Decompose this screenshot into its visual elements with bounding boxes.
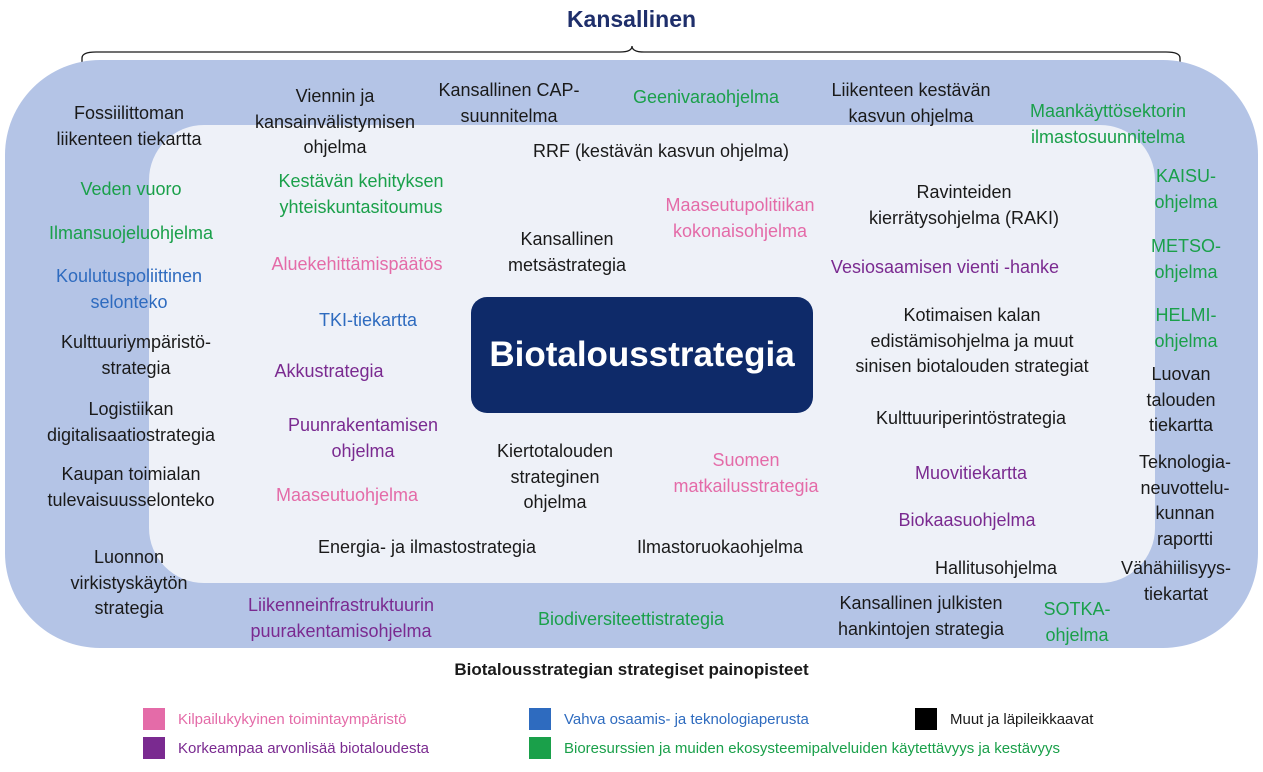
program-label: Vesiosaamisen vienti -hanke [830,257,1060,277]
program-label: Logistiikan digitalisaatiostrategia [46,399,216,445]
program-label: Vähähiilisyys- tiekartat [1120,558,1232,604]
program-label: Maankäyttösektorin ilmastosuunnitelma [1029,101,1187,147]
program-label: Ilmastoruokaohjelma [636,537,804,557]
center-label: Biotalousstrategia [489,335,795,374]
program-label: TKI-tiekartta [318,310,418,330]
legend-label: Muut ja läpileikkaavat [950,710,1094,728]
legend-title: Biotalousstrategian strategiset painopisteet [454,660,809,679]
program-label: Energia- ja ilmastostrategia [317,537,537,557]
legend-swatch [529,737,551,759]
program-label: Viennin ja kansainvälistymisen ohjelma [254,86,416,157]
program-label: RRF (kestävän kasvun ohjelma) [532,141,790,161]
program-label: Geenivaraohjelma [632,87,780,107]
program-label: Ilmansuojeluohjelma [48,223,214,243]
legend-item [143,708,406,730]
legend-swatch [143,708,165,730]
program-label: Kestävän kehityksen yhteiskuntasitoumus [278,171,444,217]
program-label: Muovitiekartta [914,463,1028,483]
legend-item [143,737,429,759]
title: Kansallinen [566,6,697,32]
legend-label: Korkeampaa arvonlisää biotaloudesta [178,739,429,757]
program-label: Liikenteen kestävän kasvun ohjelma [831,80,991,126]
program-label: Akkustrategia [274,361,384,381]
legend-item [529,708,809,730]
program-label: Kansallinen CAP- suunnitelma [438,80,580,126]
program-label: Kotimaisen kalan edistämisohjelma ja muut sinisen biotalouden strategiat [855,305,1089,376]
program-label: Hallitusohjelma [934,558,1058,578]
legend-label: Bioresurssien ja muiden ekosysteemipalveluiden käytettävyys ja kestävyys [564,739,1061,757]
program-label: KAISU- ohjelma [1154,166,1218,212]
legend-item [529,737,1060,759]
program-label: SOTKA- ohjelma [1043,599,1111,645]
center-box [471,297,813,413]
program-label: Kansallinen metsästrategia [507,229,627,275]
program-label: Teknologia- neuvottelu- kunnan raportti [1138,452,1232,549]
program-label: Biokaasuohjelma [898,510,1036,530]
legend-label: Vahva osaamis- ja teknologiaperusta [564,710,809,728]
program-label: HELMI- ohjelma [1154,305,1218,351]
program-label: Fossiilittoman liikenteen tiekartta [56,103,202,149]
program-label: Ravinteiden kierrätysohjelma (RAKI) [868,182,1060,228]
program-label: Puunrakentamisen ohjelma [287,415,439,461]
program-label: Suomen matkailusstrategia [673,450,819,496]
program-label: Koulutuspoliittinen selonteko [55,266,203,312]
program-label: Aluekehittämispäätös [271,254,443,274]
legend-swatch [529,708,551,730]
program-label: Kulttuuriperintöstrategia [875,408,1067,428]
program-label: Veden vuoro [80,179,182,199]
program-label: Luovan talouden tiekartta [1146,364,1216,435]
program-label: Kiertotalouden strateginen ohjelma [496,441,614,512]
legend-item [915,708,1093,730]
legend-swatch [143,737,165,759]
program-label: Kaupan toimialan tulevaisuusselonteko [47,464,215,510]
program-label: Maaseutupolitiikan kokonaisohjelma [665,195,815,241]
program-label: Maaseutuohjelma [275,485,419,505]
program-label: Liikenneinfrastruktuurin puurakentamisohjelma [247,595,435,641]
program-label: Kulttuuriympäristö- strategia [60,332,212,378]
legend-label: Kilpailukykyinen toimintaympäristö [178,710,407,728]
program-label: METSO- ohjelma [1151,236,1221,282]
program-label: Biodiversiteettistrategia [537,609,725,629]
legend-swatch [915,708,937,730]
program-label: Kansallinen julkisten hankintojen strategia [837,593,1005,639]
program-label: Luonnon virkistyskäytön strategia [70,547,188,618]
